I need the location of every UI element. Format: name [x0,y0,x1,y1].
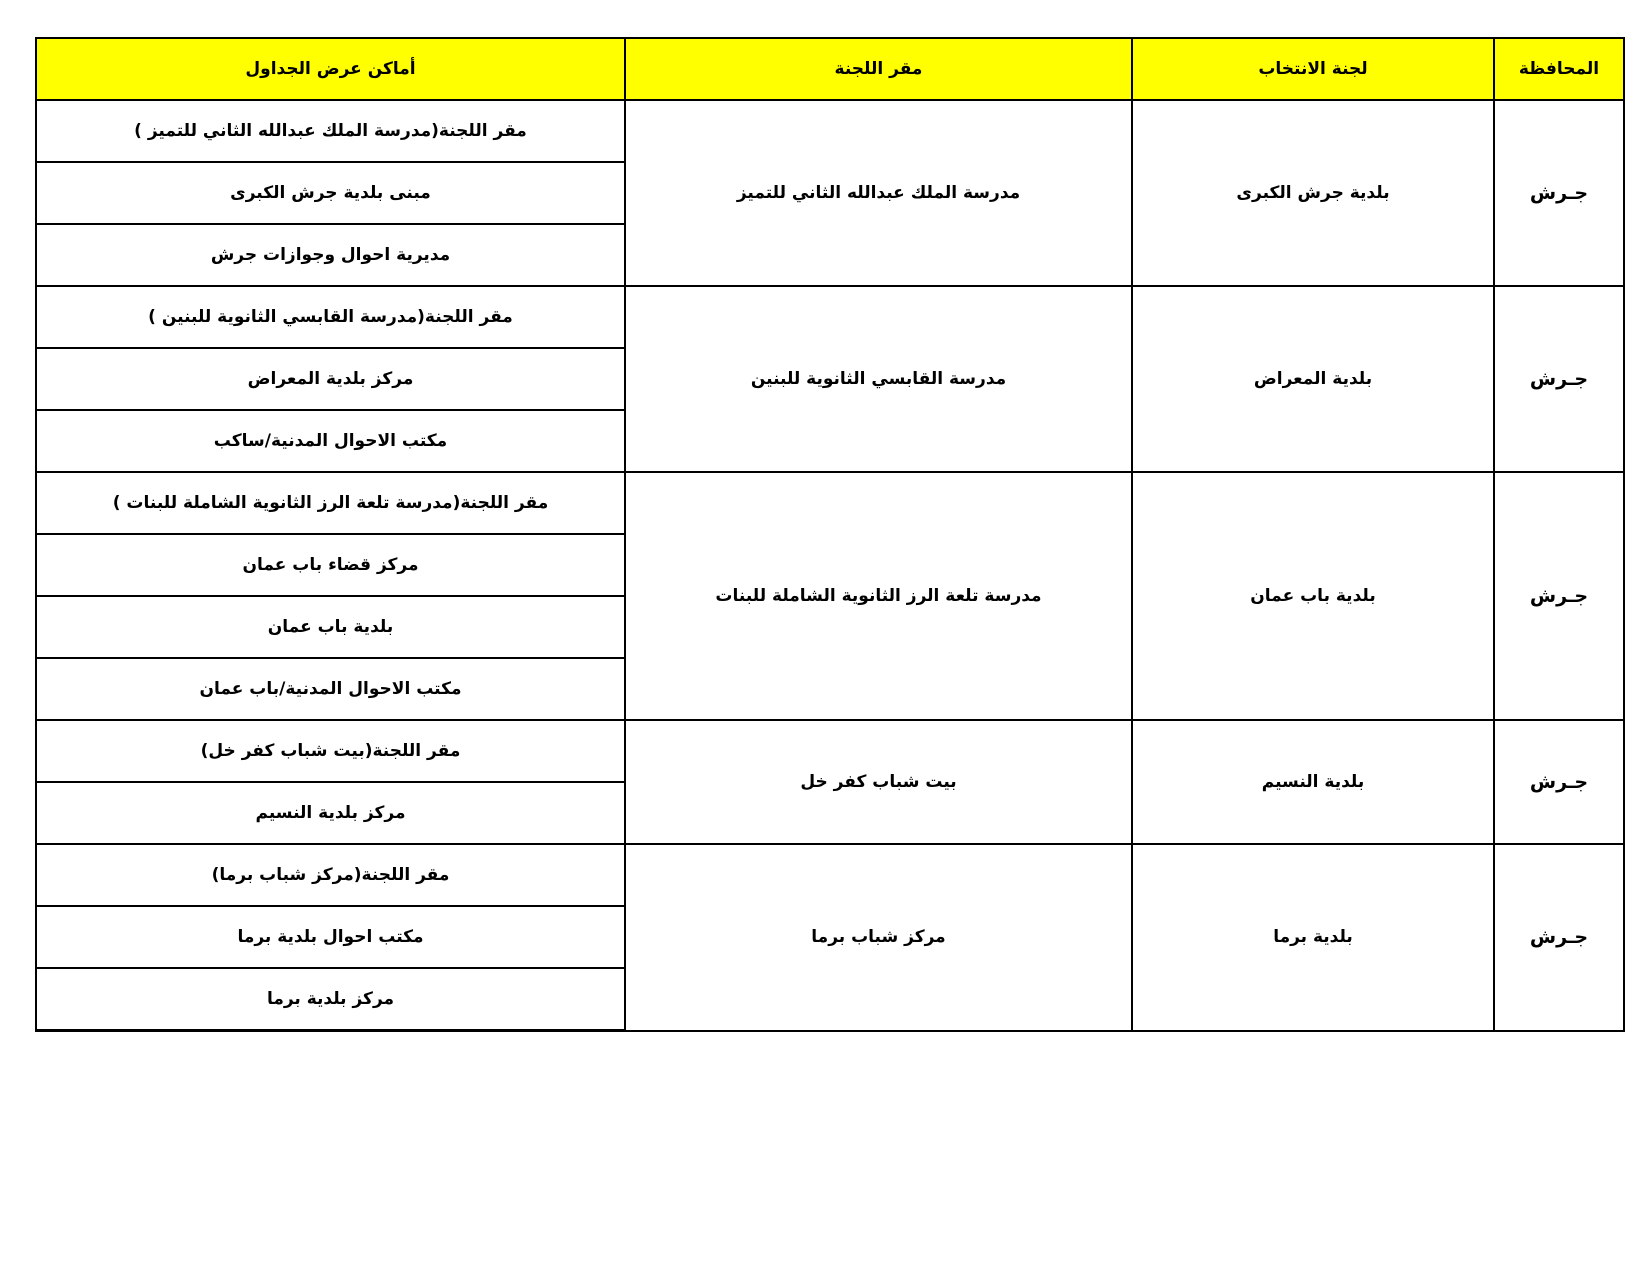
table-row [36,100,1624,162]
governorate-cell: جـرش [1494,286,1624,472]
seat-cell: مدرسة الملك عبدالله الثاني للتميز [625,100,1132,286]
display-place-cell: بلدية باب عمان [36,596,625,658]
display-place-cell: مركز قضاء باب عمان [36,534,625,596]
display-place-cell: مكتب الاحوال المدنية/باب عمان [36,658,625,720]
table-row [36,844,1624,906]
display-place-cell: مديرية احوال وجوازات جرش [36,224,625,286]
header-display-places: أماكن عرض الجداول [36,38,625,100]
committee-cell: بلدية النسيم [1132,720,1494,844]
governorate-cell: جـرش [1494,844,1624,1031]
governorate-cell: جـرش [1494,100,1624,286]
header-governorate: المحافظة [1494,38,1624,100]
seat-cell: بيت شباب كفر خل [625,720,1132,844]
committee-cell: بلدية برما [1132,844,1494,1031]
display-place-cell: مقر اللجنة(بيت شباب كفر خل) [36,720,625,782]
display-place-cell: مكتب احوال بلدية برما [36,906,625,968]
display-place-cell: مركز بلدية المعراض [36,348,625,410]
polling-table-sheet [35,37,1623,1032]
header-row [36,38,1624,100]
table-row [36,720,1624,782]
table-body [36,100,1624,1031]
display-place-cell: مركز بلدية النسيم [36,782,625,844]
display-place-cell: مقر اللجنة(مدرسة الملك عبدالله الثاني للتميز ) [36,100,625,162]
table-row [36,286,1624,348]
committee-cell: بلدية جرش الكبرى [1132,100,1494,286]
display-place-cell: مركز بلدية برما [36,968,625,1031]
display-place-cell: مكتب الاحوال المدنية/ساكب [36,410,625,472]
seat-cell: مدرسة تلعة الرز الثانوية الشاملة للبنات [625,472,1132,720]
polling-table [35,37,1625,1032]
committee-cell: بلدية المعراض [1132,286,1494,472]
display-place-cell: مقر اللجنة(مدرسة تلعة الرز الثانوية الشاملة للبنات ) [36,472,625,534]
display-place-cell: مقر اللجنة(مدرسة القابسي الثانوية للبنين ) [36,286,625,348]
display-place-cell: مقر اللجنة(مركز شباب برما) [36,844,625,906]
seat-cell: مركز شباب برما [625,844,1132,1031]
table-row [36,472,1624,534]
display-place-cell: مبنى بلدية جرش الكبرى [36,162,625,224]
seat-cell: مدرسة القابسي الثانوية للبنين [625,286,1132,472]
committee-cell: بلدية باب عمان [1132,472,1494,720]
governorate-cell: جـرش [1494,472,1624,720]
governorate-cell: جـرش [1494,720,1624,844]
header-committee: لجنة الانتخاب [1132,38,1494,100]
header-seat: مقر اللجنة [625,38,1132,100]
